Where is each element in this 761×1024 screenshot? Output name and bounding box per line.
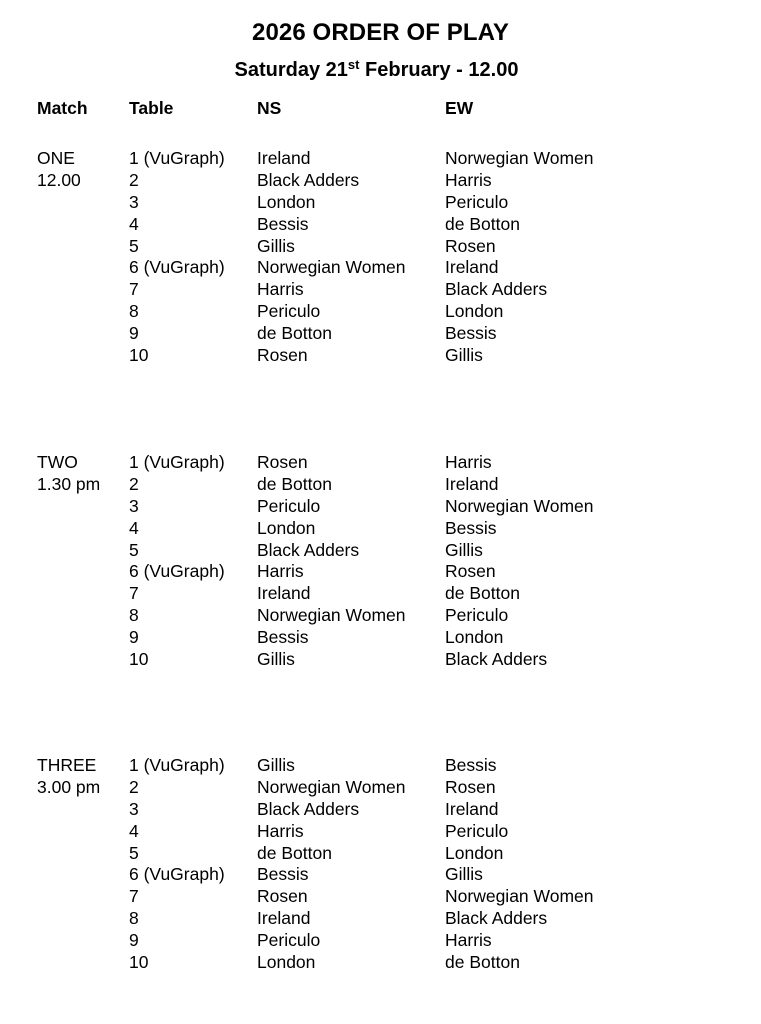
header-ns: NS	[257, 98, 282, 118]
subtitle-ordinal-suffix: st	[347, 57, 360, 72]
table-number: 3	[129, 798, 139, 819]
table-number: 3	[129, 495, 139, 516]
ew-team: London	[445, 627, 504, 648]
match-label	[37, 755, 100, 799]
ns-team: Ireland	[257, 583, 311, 604]
match-table-rows	[0, 452, 761, 671]
ns-team: Bessis	[257, 864, 309, 885]
table-row	[0, 649, 761, 671]
match-table-rows	[0, 755, 761, 974]
ns-team: Harris	[257, 561, 304, 582]
ns-team: de Botton	[257, 473, 332, 494]
table-row	[0, 583, 761, 605]
ew-team: de Botton	[445, 213, 520, 234]
ew-team: Periculo	[445, 820, 509, 841]
subtitle-day: Saturday 21	[234, 59, 348, 81]
ew-team: London	[445, 301, 504, 322]
table-number: 4	[129, 820, 139, 841]
table-row	[0, 474, 761, 496]
ns-team: Norwegian Women	[257, 776, 406, 797]
ns-team: Gillis	[257, 649, 295, 670]
table-row	[0, 540, 761, 562]
ns-team: Rosen	[257, 452, 308, 472]
ew-team: Harris	[445, 930, 492, 951]
page-subtitle	[0, 55, 753, 87]
column-headers	[0, 96, 761, 120]
table-row	[0, 561, 761, 583]
ns-team: London	[257, 952, 316, 973]
table-number: 10	[129, 952, 149, 973]
match-name: ONE	[37, 148, 75, 168]
table-row	[0, 518, 761, 540]
ew-team: Rosen	[445, 235, 496, 256]
ns-team: de Botton	[257, 323, 332, 344]
ew-team: Bessis	[445, 323, 497, 344]
page-title: 2026 ORDER OF PLAY	[252, 19, 509, 46]
ew-team: Rosen	[445, 776, 496, 797]
ns-team: Bessis	[257, 627, 309, 648]
ew-team: Gillis	[445, 864, 483, 885]
match-name: TWO	[37, 452, 78, 472]
ns-team: Ireland	[257, 148, 311, 168]
ns-team: Rosen	[257, 886, 308, 907]
ns-team: Harris	[257, 279, 304, 300]
table-number: 9	[129, 627, 139, 648]
table-row	[0, 452, 761, 474]
table-number: 8	[129, 605, 139, 626]
table-number: 1 (VuGraph)	[129, 755, 225, 775]
table-row	[0, 192, 761, 214]
ew-team: Ireland	[445, 257, 499, 278]
ew-team: London	[445, 842, 504, 863]
ew-team: Harris	[445, 452, 492, 472]
ns-team: Black Adders	[257, 798, 360, 819]
ns-team: Bessis	[257, 213, 309, 234]
ns-team: Ireland	[257, 908, 311, 929]
ew-team: Bessis	[445, 755, 497, 775]
table-row	[0, 605, 761, 627]
ns-team: Periculo	[257, 930, 321, 951]
ew-team: Bessis	[445, 517, 497, 538]
table-number: 2	[129, 169, 139, 190]
table-row	[0, 755, 761, 777]
table-row	[0, 952, 761, 974]
ns-team: Black Adders	[257, 539, 360, 560]
ns-team: Periculo	[257, 301, 321, 322]
table-number: 8	[129, 908, 139, 929]
table-row	[0, 257, 761, 279]
table-row	[0, 843, 761, 865]
ns-team: Black Adders	[257, 169, 360, 190]
ns-team: de Botton	[257, 842, 332, 863]
ew-team: Ireland	[445, 798, 499, 819]
table-row	[0, 821, 761, 843]
table-number: 3	[129, 191, 139, 212]
ew-team: Black Adders	[445, 908, 548, 929]
table-row	[0, 908, 761, 930]
ew-team: Black Adders	[445, 279, 548, 300]
table-number: 1 (VuGraph)	[129, 148, 225, 168]
ns-team: Gillis	[257, 235, 295, 256]
table-number: 7	[129, 886, 139, 907]
ns-team: Harris	[257, 820, 304, 841]
match-time: 3.00 pm	[37, 776, 101, 797]
match-label	[37, 452, 100, 496]
table-row	[0, 496, 761, 518]
ns-team: Periculo	[257, 495, 321, 516]
ew-team: Rosen	[445, 561, 496, 582]
table-number: 4	[129, 213, 139, 234]
ew-team: Norwegian Women	[445, 495, 594, 516]
table-number: 10	[129, 345, 149, 366]
table-number: 7	[129, 279, 139, 300]
header-match: Match	[37, 98, 88, 118]
match-table-rows	[0, 148, 761, 367]
table-row	[0, 323, 761, 345]
table-number: 9	[129, 323, 139, 344]
table-number: 6 (VuGraph)	[129, 257, 225, 278]
table-number: 8	[129, 301, 139, 322]
table-row	[0, 170, 761, 192]
ns-team: London	[257, 191, 316, 212]
table-number: 5	[129, 842, 139, 863]
subtitle-rest: February - 12.00	[359, 59, 519, 81]
table-row	[0, 777, 761, 799]
ns-team: Rosen	[257, 345, 308, 366]
table-number: 7	[129, 583, 139, 604]
table-row	[0, 301, 761, 323]
ew-team: Gillis	[445, 539, 483, 560]
table-row	[0, 279, 761, 301]
ns-team: Gillis	[257, 755, 295, 775]
table-number: 4	[129, 517, 139, 538]
table-row	[0, 864, 761, 886]
table-row	[0, 886, 761, 908]
ew-team: Black Adders	[445, 649, 548, 670]
table-number: 5	[129, 235, 139, 256]
table-number: 2	[129, 473, 139, 494]
table-row	[0, 627, 761, 649]
ns-team: Norwegian Women	[257, 605, 406, 626]
table-number: 10	[129, 649, 149, 670]
table-number: 5	[129, 539, 139, 560]
ns-team: Norwegian Women	[257, 257, 406, 278]
table-row	[0, 236, 761, 258]
table-row	[0, 214, 761, 236]
header-ew: EW	[445, 98, 474, 118]
match-time: 1.30 pm	[37, 473, 101, 494]
table-row	[0, 799, 761, 821]
match-time: 12.00	[37, 169, 81, 190]
ew-team: Gillis	[445, 345, 483, 366]
ew-team: de Botton	[445, 583, 520, 604]
header-table: Table	[129, 98, 174, 118]
ew-team: Periculo	[445, 191, 509, 212]
table-row	[0, 345, 761, 367]
ew-team: Periculo	[445, 605, 509, 626]
table-number: 6 (VuGraph)	[129, 864, 225, 885]
table-row	[0, 930, 761, 952]
table-number: 6 (VuGraph)	[129, 561, 225, 582]
ew-team: Ireland	[445, 473, 499, 494]
ew-team: Norwegian Women	[445, 886, 594, 907]
table-number: 2	[129, 776, 139, 797]
table-row	[0, 148, 761, 170]
match-label	[37, 148, 81, 192]
ew-team: Harris	[445, 169, 492, 190]
match-name: THREE	[37, 755, 97, 775]
ew-team: de Botton	[445, 952, 520, 973]
table-number: 9	[129, 930, 139, 951]
ns-team: London	[257, 517, 316, 538]
ew-team: Norwegian Women	[445, 148, 594, 168]
table-number: 1 (VuGraph)	[129, 452, 225, 472]
